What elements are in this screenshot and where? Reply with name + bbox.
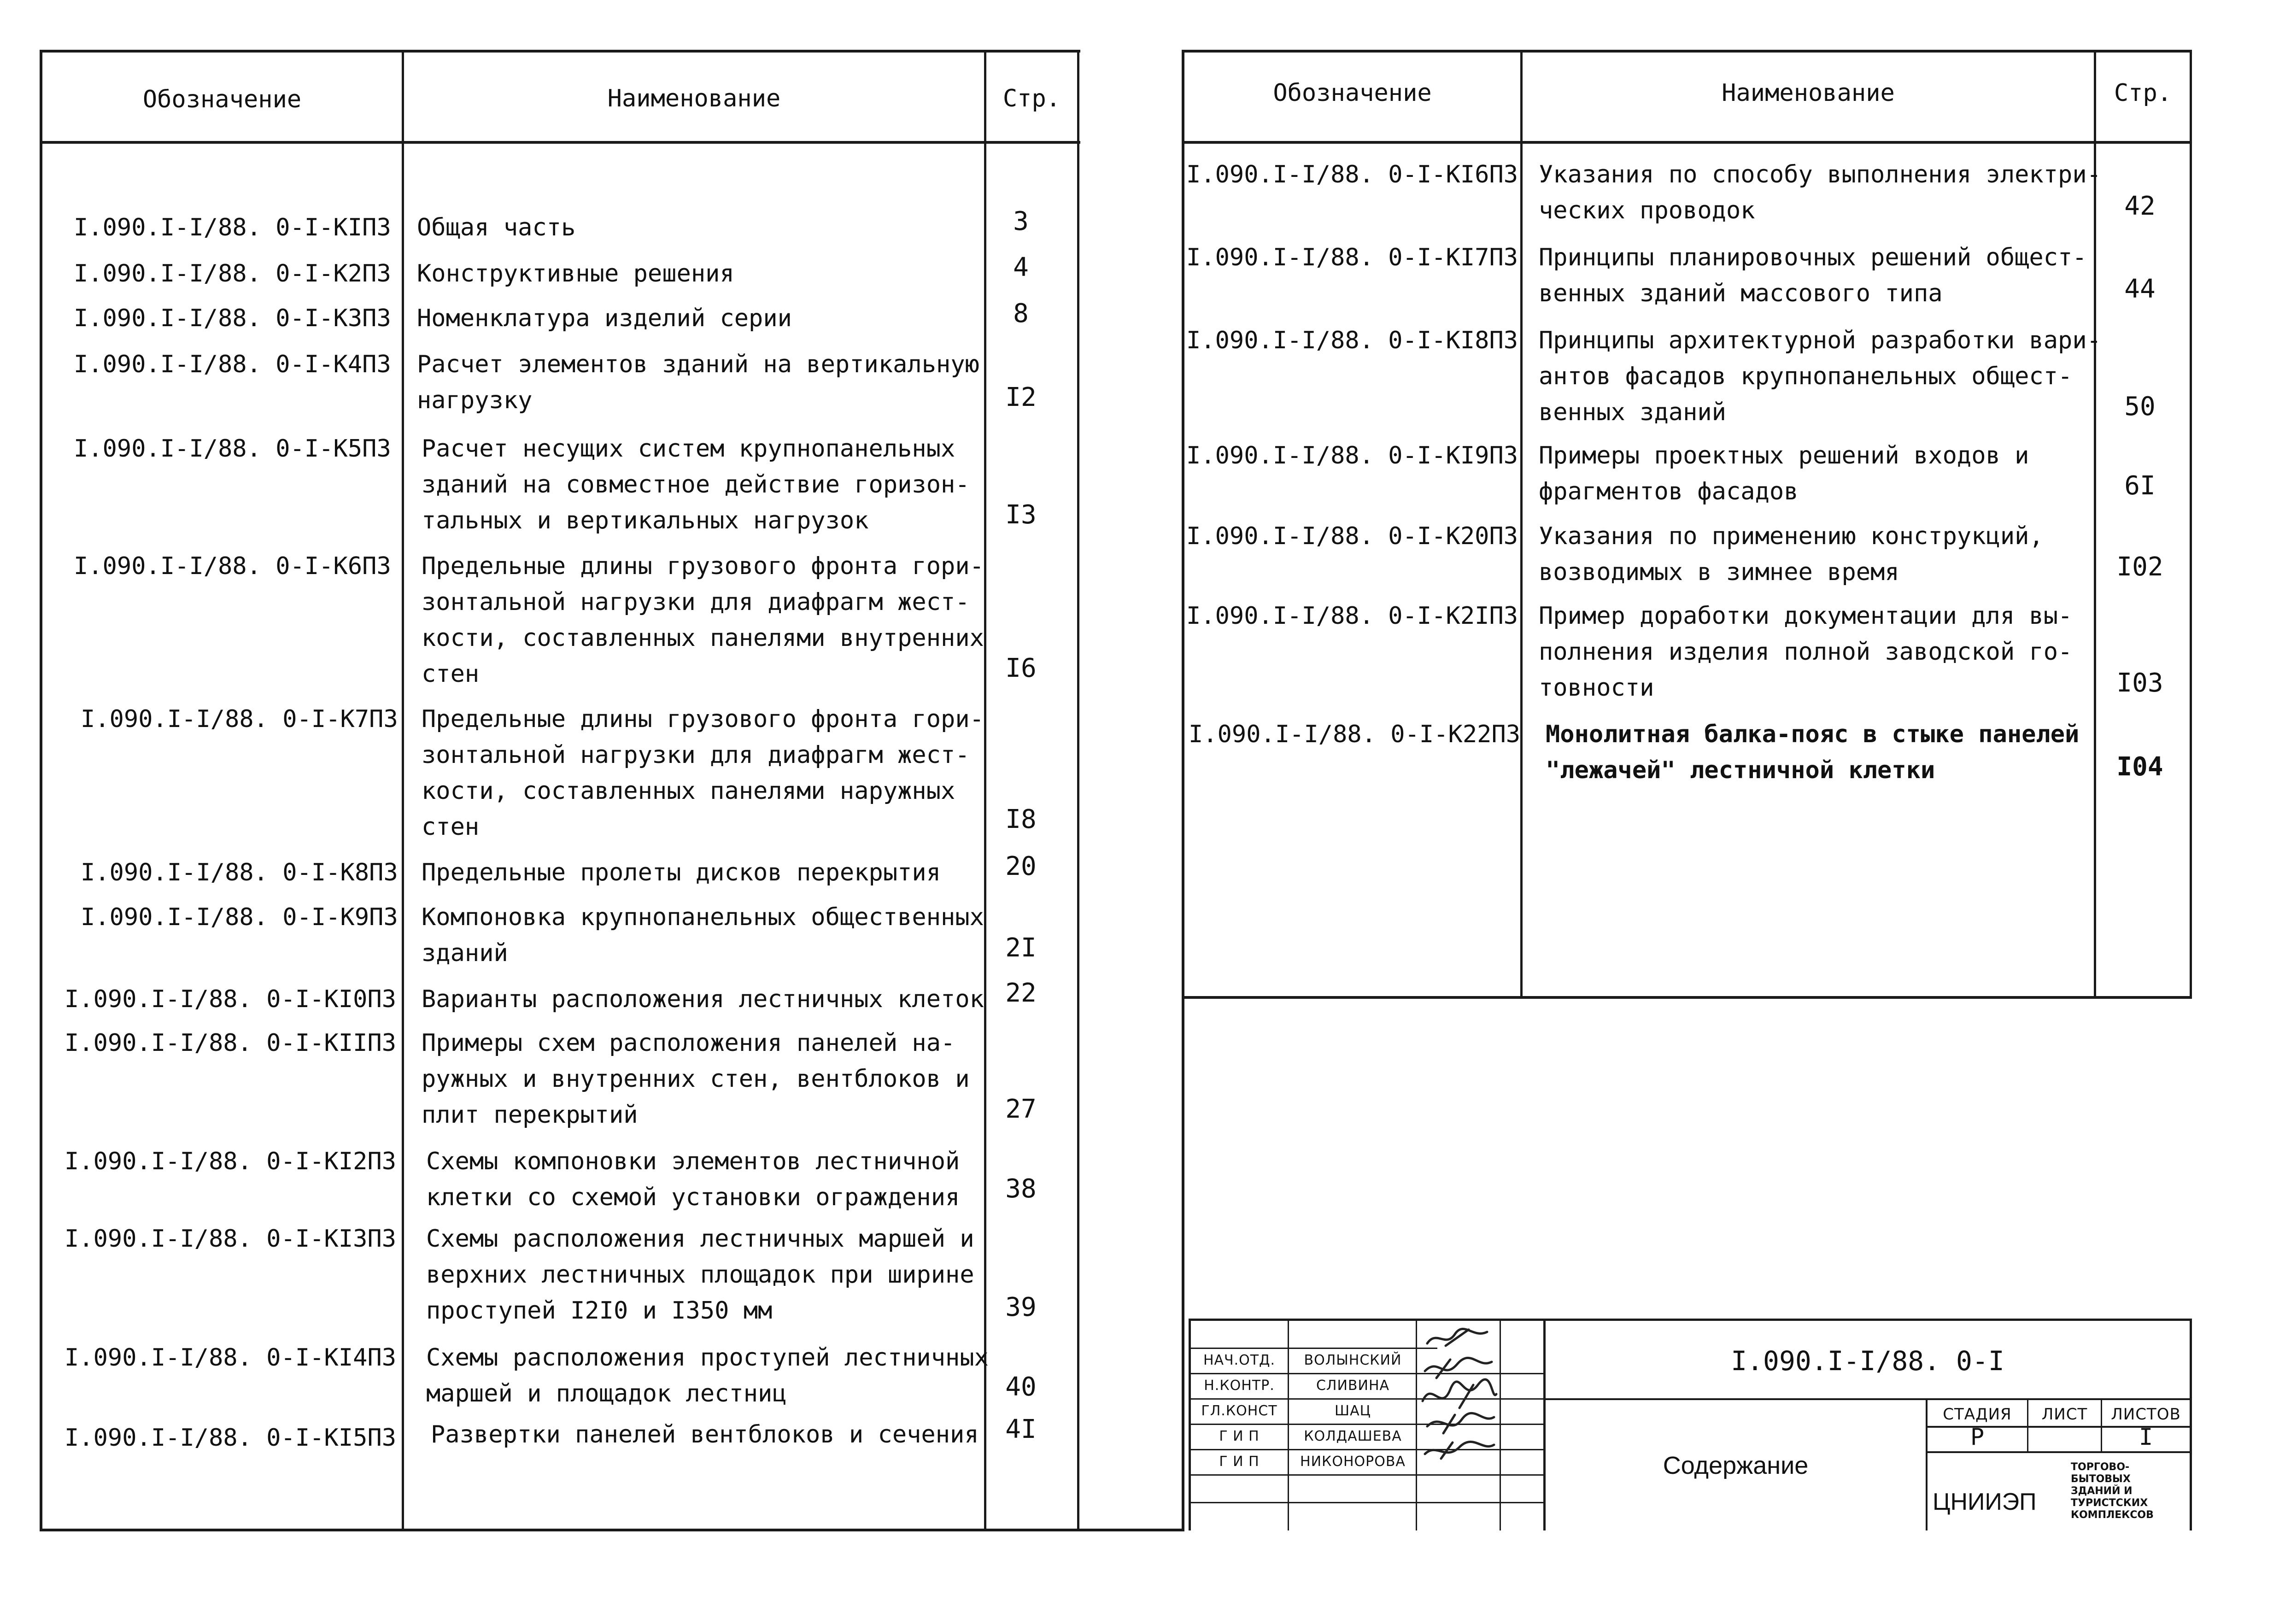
row-name: Принципы архитектурной разработки вари- антов фасадов крупнопанельных общест- венных зданий (1539, 327, 2101, 426)
row-code: I.090.I-I/88. 0-I-K7ПЗ (81, 705, 398, 733)
frame-left-bottom (41, 1529, 1183, 1531)
row-name: Принципы планировочных решений общест- венных зданий массового типа (1539, 244, 2087, 307)
row-name: Монолитная балка-пояс в стыке панелей "лежачей" лестничной клетки (1546, 721, 2080, 784)
doc-code: I.090.I-I/88. 0-I (1731, 1345, 2004, 1377)
right-header-name: Наименование (1722, 79, 1895, 107)
row-name: Номенклатура изделий серии (417, 305, 792, 332)
row-code: I.090.I-I/88. 0-I-KIПЗ (74, 214, 391, 241)
row-name: Пример доработки документации для вы- полнения изделия полной заводской го- товности (1539, 602, 2073, 702)
sheets-label: ЛИСТОВ (2111, 1405, 2181, 1424)
right-header-page: Стр. (2114, 79, 2172, 107)
signer-name: НИКОНОРОВА (1300, 1454, 1406, 1470)
row-page: 42 (2124, 191, 2156, 221)
row-page: 4I (1005, 1414, 1037, 1444)
signer-name: КОЛДАШЕВА (1304, 1428, 1402, 1444)
left-header-page: Стр. (1002, 85, 1061, 112)
row-code: I.090.I-I/88. 0-I-K4ПЗ (74, 351, 391, 378)
row-name: Варианты расположения лестничных клеток (422, 985, 984, 1013)
signer-name: СЛИВИНА (1316, 1378, 1390, 1394)
row-code: I.090.I-I/88. 0-I-K9ПЗ (81, 903, 398, 931)
row-name: Расчет несущих систем крупнопанельных зданий на совместное действие горизон- тальных и вертикальных нагрузок (422, 435, 970, 534)
row-page: 3 (1013, 206, 1029, 236)
row-page: I04 (2116, 752, 2163, 782)
row-name: Предельные длины грузового фронта гори- зонтальной нагрузки для диафрагм жест- кости, составленных панелями наружных стен (422, 705, 984, 841)
sheets-value: I (2139, 1424, 2153, 1450)
row-name: Развертки панелей вентблоков и сечения (431, 1421, 979, 1448)
row-page: 20 (1005, 851, 1037, 881)
row-name: Схемы расположения лестничных маршей и верхних лестничных площадок при ширине проступей I2I0 и I350 мм (426, 1225, 974, 1325)
row-page: 39 (1005, 1292, 1037, 1322)
org-name: ЦНИИЭП (1933, 1489, 2037, 1515)
row-code: I.090.I-I/88. 0-I-KI4ПЗ (64, 1344, 397, 1372)
row-page: 40 (1005, 1372, 1037, 1402)
row-code: I.090.I-I/88. 0-I-K2IПЗ (1186, 602, 1518, 630)
row-code: I.090.I-I/88. 0-I-K3ПЗ (74, 305, 391, 332)
frame-right-outer (1182, 50, 1184, 1531)
frame-right-top (1183, 50, 2192, 53)
row-name: Предельные длины грузового фронта гори- зонтальной нагрузки для диафрагм жест- кости, составленных панелями внутренних стен (422, 552, 984, 688)
row-name: Общая часть (417, 214, 576, 241)
frame-left-col1 (402, 50, 404, 1530)
left-header-designation: Обозначение (142, 86, 302, 113)
row-name: Схемы компоновки элементов лестничной клетки со схемой установки ограждения (426, 1148, 960, 1211)
row-code: I.090.I-I/88. 0-I-KI5ПЗ (64, 1424, 397, 1452)
right-header-designation: Обозначение (1273, 79, 1432, 107)
stage-value: Р (1970, 1424, 1985, 1450)
frame-right-right (2190, 50, 2192, 998)
signer-name: ВОЛЫНСКИЙ (1304, 1352, 1402, 1368)
signer-role: Н.КОНТР. (1204, 1378, 1275, 1394)
row-name: Конструктивные решения (417, 260, 734, 287)
row-code: I.090.I-I/88. 0-I-KI7ПЗ (1186, 244, 1518, 271)
row-name: Примеры проектных решений входов и фрагментов фасадов (1539, 442, 2029, 505)
row-page: I8 (1005, 804, 1037, 834)
row-name: Компоновка крупнопанельных общественных зданий (422, 903, 984, 967)
row-code: I.090.I-I/88. 0-I-KIIПЗ (64, 1029, 397, 1057)
row-name: Указания по применению конструкций, возводимых в зимнее время (1539, 522, 2044, 586)
row-page: 2I (1005, 933, 1037, 963)
org-description: ТОРГОВО-БЫТОВЫХ ЗДАНИЙ И ТУРИСТСКИХ КОМПЛЕКСОВ (2071, 1461, 2154, 1521)
row-code: I.090.I-I/88. 0-I-K8ПЗ (81, 859, 398, 886)
frame-left-right (1077, 50, 1079, 1530)
row-name: Схемы расположения проступей лестничных маршей и площадок лестниц (426, 1344, 989, 1407)
row-code: I.090.I-I/88. 0-I-KI8ПЗ (1186, 327, 1518, 354)
row-code: I.090.I-I/88. 0-I-K2ПЗ (74, 260, 391, 287)
frame-left-outer (40, 50, 42, 1531)
row-page: I03 (2116, 668, 2163, 698)
row-name: Предельные пролеты дисков перекрытия (422, 859, 941, 886)
signer-role: Г И П (1219, 1454, 1260, 1470)
signer-role: Г И П (1219, 1428, 1260, 1444)
row-page: 6I (2124, 471, 2156, 501)
row-page: 44 (2124, 274, 2156, 304)
row-page: I2 (1005, 382, 1037, 412)
row-code: I.090.I-I/88. 0-I-KI0ПЗ (64, 985, 397, 1013)
left-header-name: Наименование (607, 85, 781, 112)
stage-label: СТАДИЯ (1943, 1405, 2012, 1424)
row-code: I.090.I-I/88. 0-I-KI3ПЗ (64, 1225, 397, 1253)
row-code: I.090.I-I/88. 0-I-K22ПЗ (1189, 721, 1521, 748)
row-code: I.090.I-I/88. 0-I-KI6ПЗ (1186, 161, 1518, 188)
signatures-image (1418, 1320, 1501, 1474)
sheet-title: Содержание (1663, 1452, 1809, 1479)
signer-role: НАЧ.ОТД. (1203, 1352, 1276, 1368)
row-name: Расчет элементов зданий на вертикальную нагрузку (417, 351, 979, 414)
frame-left-header-bottom (41, 141, 1080, 144)
sheet-label: ЛИСТ (2041, 1405, 2088, 1424)
frame-left-top (41, 50, 1080, 53)
row-code: I.090.I-I/88. 0-I-K20ПЗ (1186, 522, 1518, 550)
row-page: 22 (1005, 978, 1037, 1008)
signer-name: ШАЦ (1335, 1403, 1371, 1419)
frame-right-header-bottom (1183, 141, 2192, 144)
row-name: Указания по способу выполнения электри- ческих проводок (1539, 161, 2101, 224)
row-page: I02 (2116, 552, 2163, 582)
row-page: 38 (1005, 1174, 1037, 1204)
row-page: 8 (1013, 299, 1029, 328)
frame-right-table-bottom (1183, 996, 2192, 999)
row-code: I.090.I-I/88. 0-I-KI9ПЗ (1186, 442, 1518, 469)
row-code: I.090.I-I/88. 0-I-KI2ПЗ (64, 1148, 397, 1175)
frame-right-col1 (1520, 50, 1523, 998)
row-name: Примеры схем расположения панелей на- ружных и внутренних стен, вентблоков и плит перекрытий (422, 1029, 970, 1129)
row-page: 4 (1013, 252, 1029, 282)
row-page: 50 (2124, 392, 2156, 422)
signer-role: ГЛ.КОНСТ (1201, 1403, 1277, 1419)
row-page: 27 (1005, 1094, 1037, 1124)
row-page: I6 (1005, 653, 1037, 683)
row-code: I.090.I-I/88. 0-I-K6ПЗ (74, 552, 391, 580)
row-code: I.090.I-I/88. 0-I-K5ПЗ (74, 435, 391, 463)
row-page: I3 (1005, 500, 1037, 530)
